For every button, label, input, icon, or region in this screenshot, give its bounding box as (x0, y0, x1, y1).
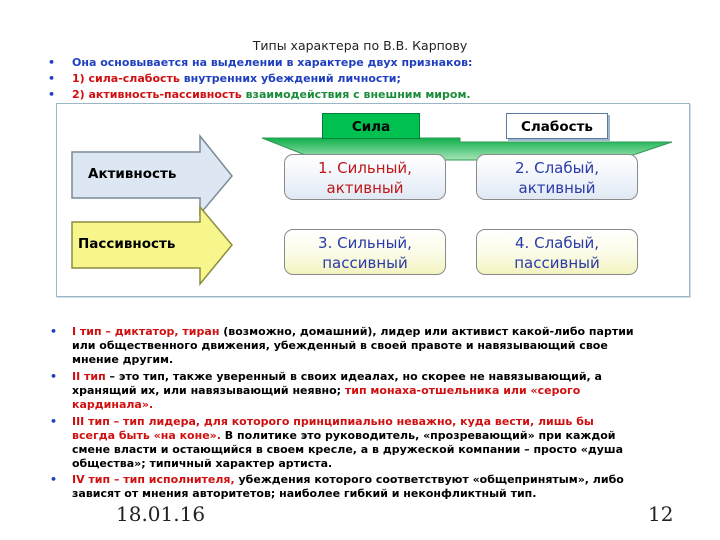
bullet-dot: • (50, 325, 58, 338)
type-line (72, 457, 700, 471)
type-line (72, 370, 700, 384)
intro-text: взаимодействия с внешним миром. (245, 88, 471, 101)
type-line (72, 384, 700, 398)
slide-title: Типы характера по В.В. Карпову (252, 38, 468, 53)
type-line (72, 415, 700, 429)
intro-text: внутренних убеждений личности; (183, 72, 401, 85)
type-line (72, 325, 700, 339)
type-text: В политике это руководитель, «прозревающий» при каждой (224, 429, 616, 442)
type-text: общества»; типичный характер артиста. (72, 457, 333, 470)
type-line (72, 487, 700, 501)
type-text: или общественного движения, убежденный в своей правоте и навязывающий свое (72, 339, 608, 352)
cell-weak-passive (476, 229, 638, 275)
row-label-activity: Активность (88, 166, 177, 182)
cell-line: 2. Слабый, (515, 159, 599, 177)
intro-text-highlight: 2) активность-пассивность (72, 88, 246, 101)
type-highlight-text: тип монаха-отшельника или «серого (344, 384, 581, 397)
column-header-strength: Сила (322, 113, 420, 139)
cell-line: пассивный (514, 254, 600, 272)
cell-line: 4. Слабый, (515, 234, 599, 252)
cell-line: активный (326, 179, 404, 197)
type-text: смене власти и остающийся в своем кресле, а в дружеской компании – просто «душа (72, 443, 624, 456)
cell-weak-active (476, 154, 638, 200)
type-highlight-text: кардинала». (72, 398, 154, 411)
cell-line: 3. Сильный, (318, 234, 412, 252)
row-label-passivity: Пассивность (78, 236, 176, 252)
type-line (72, 353, 700, 367)
bullet-dot: • (50, 415, 58, 428)
page-number: 12 (648, 502, 674, 526)
bullet-dot: • (50, 473, 58, 486)
type-text: – это тип, также уверенный в своих идеалах, но скорее не навязывающий, а (109, 370, 602, 383)
type-text: зависят от мнения авторитетов; наиболее гибкий и неконфликтный тип. (72, 487, 537, 500)
bullet-dot: • (48, 56, 56, 69)
cell-strong-passive (284, 229, 446, 275)
cell-line: активный (518, 179, 596, 197)
type-highlight-text: всегда быть «на коне». (72, 429, 225, 442)
type-line (72, 473, 700, 487)
cell-strong-active (284, 154, 446, 200)
type-text: мнение другим. (72, 353, 174, 366)
footer-date: 18.01.16 (116, 502, 206, 526)
bullet-dot: • (48, 88, 56, 101)
type-highlight-text: II тип (72, 370, 110, 383)
type-line (72, 339, 700, 353)
intro-text: Она основывается на выделении в характере двух признаков: (72, 56, 473, 69)
type-text: (возможно, домашний), лидер или активист какой-либо партии (223, 325, 634, 338)
type-highlight-text: III тип – тип лидера, для которого принципиально неважно, куда вести, лишь бы (72, 415, 594, 428)
intro-text-highlight: 1) сила-слабость (72, 72, 184, 85)
type-text: убеждения которого соответствуют «общепринятым», либо (238, 473, 624, 486)
type-highlight-text: I тип – диктатор, тиран (72, 325, 224, 338)
type-line (72, 443, 700, 457)
type-line (72, 429, 700, 443)
cell-line: пассивный (322, 254, 408, 272)
cell-line: 1. Сильный, (318, 159, 412, 177)
bullet-dot: • (48, 72, 56, 85)
bullet-dot: • (50, 370, 58, 383)
type-highlight-text: IV тип – тип исполнителя, (72, 473, 239, 486)
type-line (72, 398, 700, 412)
type-text: хранящий их, или навязывающий неявно; (72, 384, 345, 397)
column-header-weakness: Слабость (506, 113, 608, 139)
